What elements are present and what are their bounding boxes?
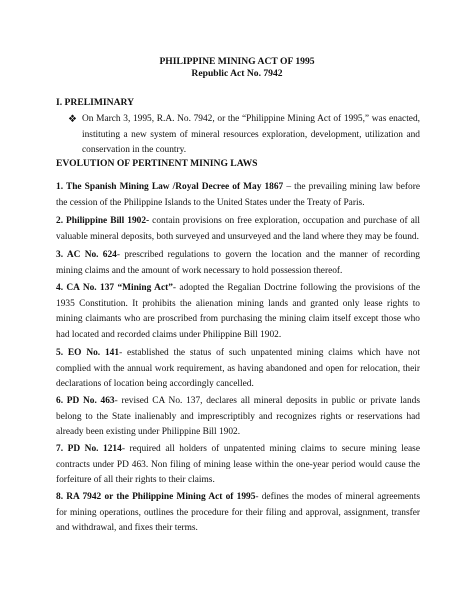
law-item-label: 8. RA 7942 or the Philippine Mining Act of 1995	[56, 492, 256, 502]
law-item-ca-137	[56, 281, 420, 343]
document-title: PHILIPPINE MINING ACT OF 1995	[159, 56, 315, 67]
law-item-text: contain provisions on free exploration, occupation and purchase of all valuable mineral deposits, both surveyed and unsurveyed and the land where they may be found.	[56, 216, 420, 242]
law-item-label: 7. PD No. 1214	[56, 444, 122, 454]
law-item-ac-624	[56, 248, 420, 279]
diamond-bullet-icon: ❖	[68, 114, 77, 125]
law-item-label: 3. AC No. 624	[56, 250, 117, 260]
law-item-text: - established the status of such unpatented mining claims which have not complied with the annual work requirement, as having abandoned and open for relocation, their declarations of location being accordingly cancelled.	[56, 348, 420, 389]
law-item-ra-7942	[56, 490, 420, 537]
preliminary-paragraph: On March 3, 1995, R.A. No. 7942, or the “Philippine Mining Act of 1995,” was enacted, instituting a new system of mineral resources exploration, development, utilization and conservation in the country.	[82, 114, 420, 155]
law-item-text: - required all holders of unpatented mining claims to secure mining lease contracts under PD 463. Non filing of mining lease within the one-year period would cause the forfeiture of all their rights to their claims.	[56, 444, 420, 485]
law-item-label: 5. EO No. 141	[56, 348, 120, 358]
law-item-philippine-bill-1902	[56, 214, 420, 245]
law-item-text: - adopted the Regalian Doctrine following the provisions of the 1935 Constitution. It prohibits the alienation mining lands and granted only lease rights to mining claimants who are proscribed from purchasing the mining claim itself except those who had located and recorded claims under Philippine Bill 1902.	[56, 283, 420, 340]
law-item-text: - defines the modes of mineral agreements for mining operations, outlines the procedure for their filing and approval, assignment, transfer and withdrawal, and fixes their terms.	[56, 492, 420, 533]
section-heading-preliminary: I. PRELIMINARY	[56, 97, 135, 108]
law-item-spanish-mining-law	[56, 180, 420, 211]
law-item-label: 6. PD No. 463	[56, 396, 115, 406]
law-item-text: - revised CA No. 137, declares all mineral deposits in public or private lands belong to the State inalienably and imprescriptibly and recognizes rights or reservations had already been existing under Philippine Bill 1902.	[56, 396, 420, 437]
law-item-pd-463	[56, 394, 420, 441]
law-item-text: – the prevailing mining law before the cession of the Philippine Islands to the United States under the Treaty of Paris.	[56, 182, 420, 208]
section-heading-evolution: EVOLUTION OF PERTINENT MINING LAWS	[56, 158, 258, 169]
law-item-label: 1. The Spanish Mining Law /Royal Decree of May 1867	[56, 182, 284, 192]
law-item-text: - prescribed regulations to govern the location and the manner of recording mining claims and the amount of work necessary to hold possession thereof.	[56, 250, 420, 276]
law-item-eo-141	[56, 346, 420, 393]
law-item-pd-1214	[56, 442, 420, 489]
document-subtitle: Republic Act No. 7942	[191, 68, 283, 79]
law-item-label: 2. Philippine Bill 1902-	[56, 216, 150, 226]
law-item-label: 4. CA No. 137 “Mining Act”	[56, 283, 173, 293]
